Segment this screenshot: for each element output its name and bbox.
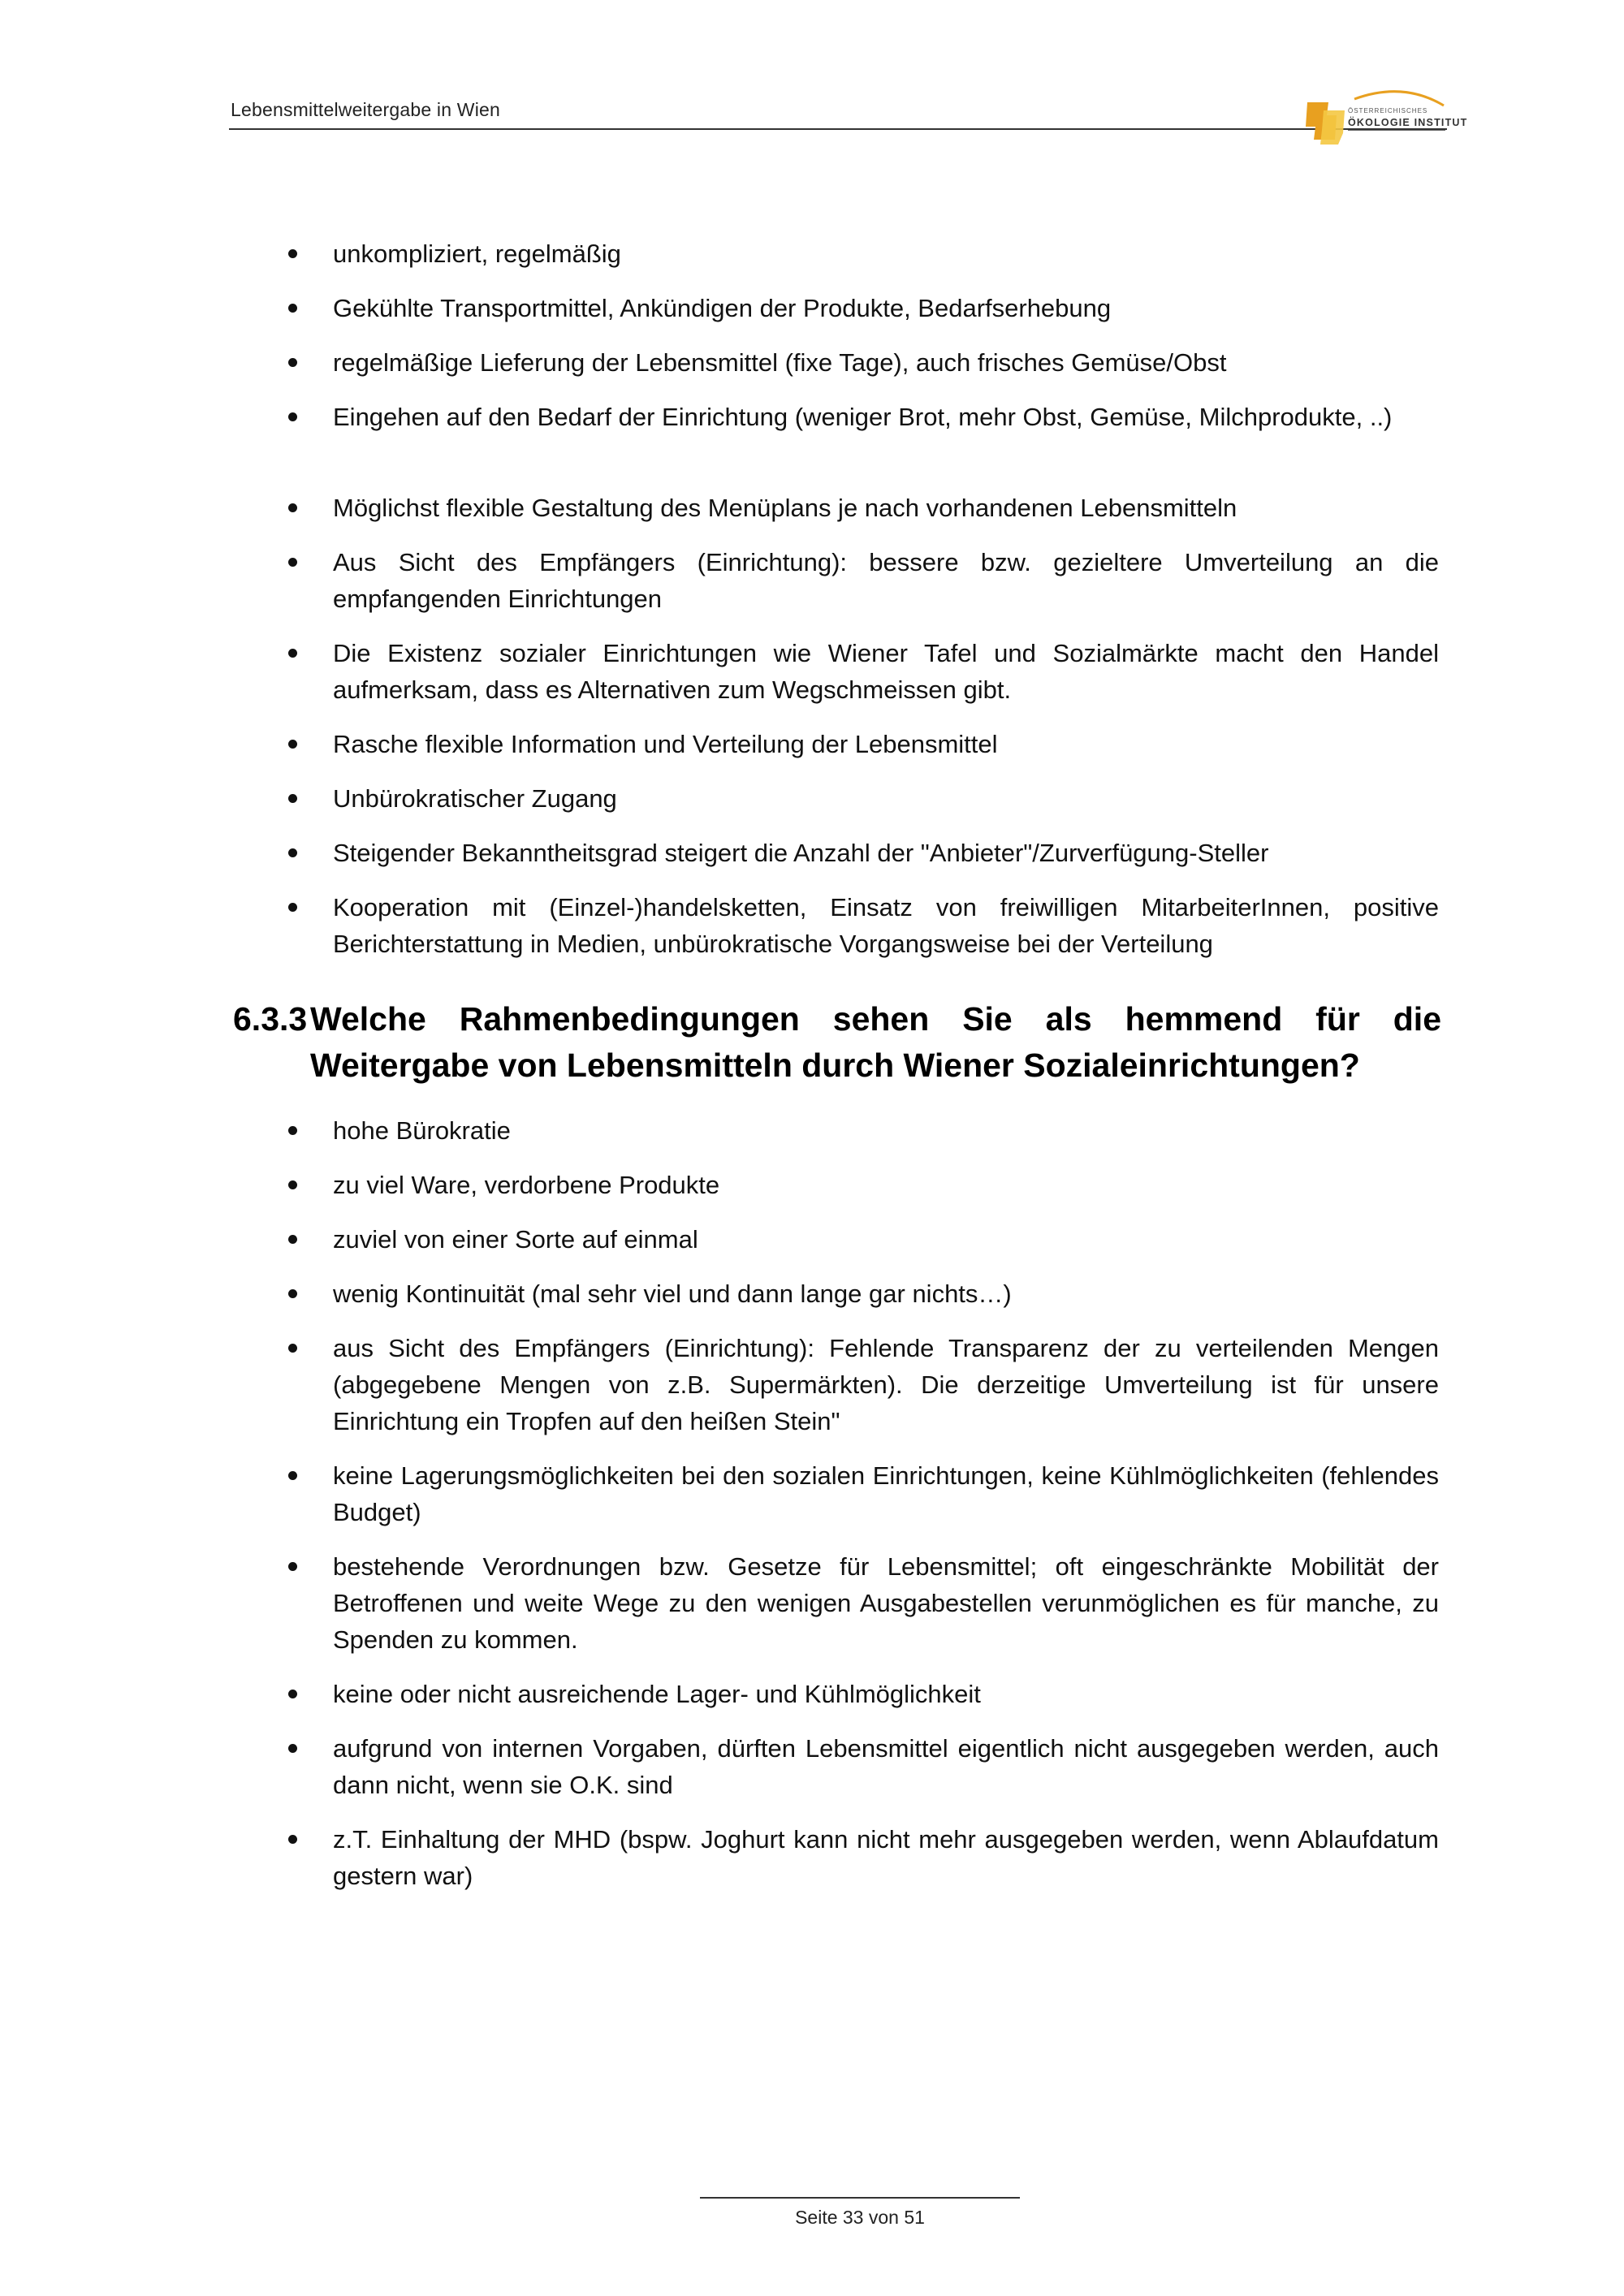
- section-number: 6.3.3: [233, 1000, 308, 1038]
- list-item: aus Sicht des Empfängers (Einrichtung): Fehlende Transparenz der zu verteilenden Mengen (abgegebene Mengen von z.B. Supermärkten). Die derzeitige Umverteilung ist für unsere Einrichtung ein Tropfen auf den heißen Stein": [333, 1330, 1439, 1439]
- list-item: keine Lagerungsmöglichkeiten bei den sozialen Einrichtungen, keine Kühlmöglichkeiten (fehlendes Budget): [333, 1457, 1439, 1530]
- list-item: zu viel Ware, verdorbene Produkte: [333, 1167, 1439, 1203]
- list-item: Unbürokratischer Zugang: [333, 780, 1439, 817]
- header-title: Lebensmittelweitergabe in Wien: [231, 99, 501, 120]
- list-item: Aus Sicht des Empfängers (Einrichtung): bessere bzw. gezieltere Umverteilung an die empfangenden Einrichtungen: [333, 544, 1439, 617]
- list-item: wenig Kontinuität (mal sehr viel und dann lange gar nichts…): [333, 1275, 1439, 1312]
- list-item: hohe Bürokratie: [333, 1112, 1439, 1149]
- oekologie-institut-logo: [1306, 83, 1468, 153]
- page-number: Seite 33 von 51: [795, 2207, 925, 2228]
- list-item: zuviel von einer Sorte auf einmal: [333, 1221, 1439, 1258]
- list-item: aufgrund von internen Vorgaben, dürften Lebensmittel eigentlich nicht ausgegeben werden, auch dann nicht, wenn sie O.K. sind: [333, 1730, 1439, 1803]
- list-item: Rasche flexible Information und Verteilung der Lebensmittel: [333, 726, 1439, 762]
- page-header: [229, 78, 1468, 151]
- logo-top-text: ÖSTERREICHISCHES: [1348, 107, 1428, 114]
- list-item: z.T. Einhaltung der MHD (bspw. Joghurt kann nicht mehr ausgegeben werden, wenn Ablaufdatum gestern war): [333, 1821, 1439, 1894]
- list-item: regelmäßige Lieferung der Lebensmittel (fixe Tage), auch frisches Gemüse/Obst: [333, 344, 1439, 381]
- list-item: Gekühlte Transportmittel, Ankündigen der Produkte, Bedarfserhebung: [333, 290, 1439, 326]
- footer-rule: [700, 2197, 1020, 2199]
- list-item: unkompliziert, regelmäßig: [333, 235, 1439, 272]
- list-item: keine oder nicht ausreichende Lager- und Kühlmöglichkeit: [333, 1676, 1439, 1712]
- logo-main-text: ÖKOLOGIE INSTITUT: [1348, 117, 1468, 128]
- list-item: Kooperation mit (Einzel-)handelsketten, Einsatz von freiwilligen MitarbeiterInnen, positive Berichterstattung in Medien, unbürokratische Vorgangsweise bei der Verteilung: [333, 889, 1439, 962]
- header-rule: [229, 128, 1447, 130]
- section-heading: [233, 996, 1441, 1089]
- list-item: Möglichst flexible Gestaltung des Menüplans je nach vorhandenen Lebensmitteln: [333, 490, 1439, 526]
- section-title: Welche Rahmenbedingungen sehen Sie als hemmend für die Weitergabe von Lebensmitteln durch Wiener Sozialeinrichtungen?: [310, 1000, 1441, 1084]
- list-item: Steigender Bekanntheitsgrad steigert die Anzahl der "Anbieter"/Zurverfügung-Steller: [333, 835, 1439, 871]
- list-item: Die Existenz sozialer Einrichtungen wie Wiener Tafel und Sozialmärkte macht den Handel aufmerksam, dass es Alternativen zum Wegschmeissen gibt.: [333, 635, 1439, 708]
- list-item: Eingehen auf den Bedarf der Einrichtung (weniger Brot, mehr Obst, Gemüse, Milchprodukte, ..): [333, 399, 1439, 435]
- list-item: bestehende Verordnungen bzw. Gesetze für Lebensmittel; oft eingeschränkte Mobilität der Betroffenen und weite Wege zu den wenigen Ausgabestellen verunmöglichen es für manche, zu Spenden zu kommen.: [333, 1548, 1439, 1658]
